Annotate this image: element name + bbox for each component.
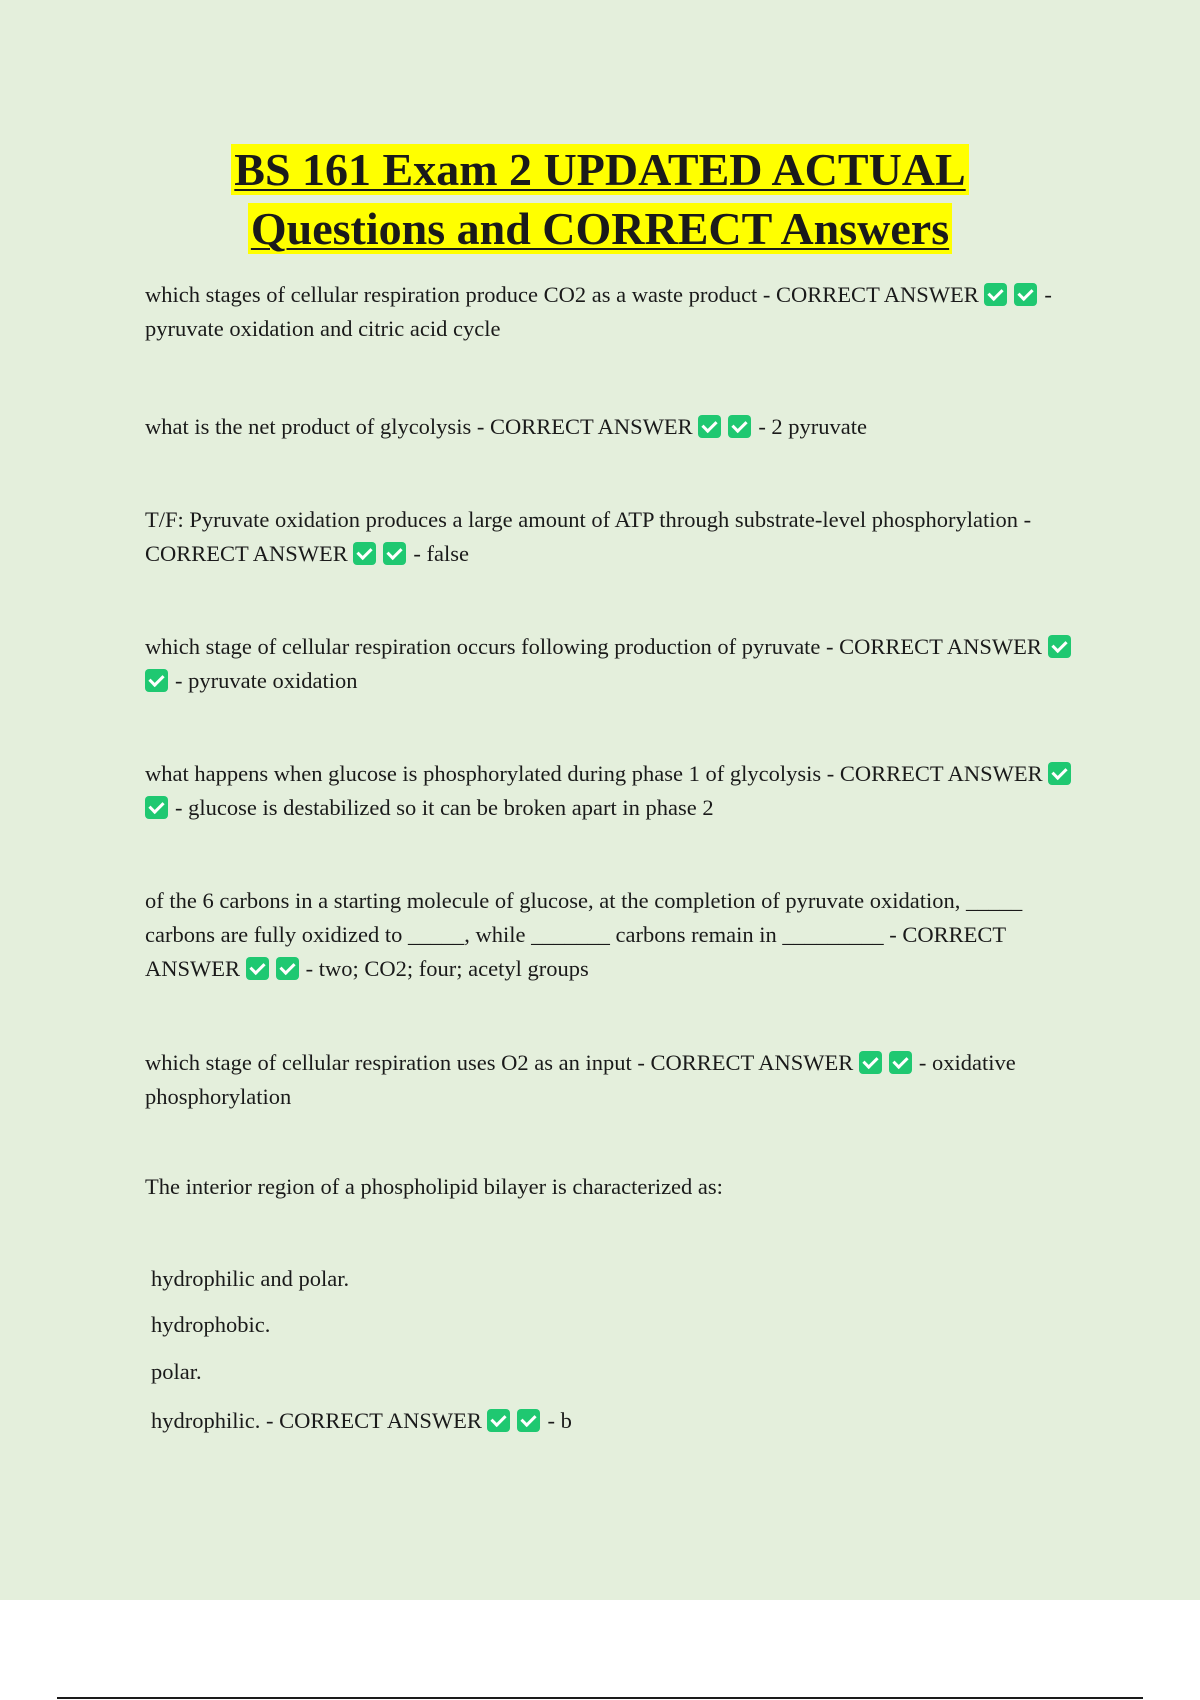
qa-item xyxy=(145,410,1095,444)
check-mark-icon xyxy=(276,957,299,980)
check-mark-icon xyxy=(984,283,1007,306)
check-mark-icon xyxy=(1014,283,1037,306)
answer-option xyxy=(151,1355,1101,1389)
check-mark-icon xyxy=(517,1409,540,1432)
qa-item xyxy=(145,757,1095,825)
answer-text: - two; CO2; four; acetyl groups xyxy=(305,956,589,981)
qa-item xyxy=(145,1046,1095,1114)
qa-item xyxy=(145,884,1095,986)
title-line-2: Questions and CORRECT Answers xyxy=(248,203,952,254)
qa-item xyxy=(145,278,1095,346)
check-mark-icon xyxy=(859,1051,882,1074)
check-mark-icon xyxy=(383,542,406,565)
page-footer-divider xyxy=(57,1697,1143,1699)
answer-option: hydrophilic and polar. xyxy=(151,1266,350,1291)
answer-option xyxy=(151,1404,1101,1438)
answer-option-text: hydrophilic. - CORRECT ANSWER xyxy=(151,1408,482,1433)
check-mark-icon xyxy=(1048,762,1071,785)
check-mark-icon xyxy=(487,1409,510,1432)
answer-text: - 2 pyruvate xyxy=(758,414,868,439)
check-mark-icon xyxy=(728,415,751,438)
answer-text: - false xyxy=(413,541,469,566)
final-answer-text: - b xyxy=(547,1408,572,1433)
check-mark-icon xyxy=(145,796,168,819)
question-text: which stage of cellular respiration occurs following production of pyruvate - CORRECT ANSWER xyxy=(145,634,1042,659)
question-text: T/F: Pyruvate oxidation produces a large amount of ATP through substrate-level phosphorylation - CORRECT ANSWER xyxy=(145,507,1032,566)
answer-text: - glucose is destabilized so it can be broken apart in phase 2 xyxy=(175,795,714,820)
check-mark-icon xyxy=(145,669,168,692)
qa-item xyxy=(145,630,1095,698)
qa-item xyxy=(145,1170,1095,1204)
document-title xyxy=(0,140,1200,258)
check-mark-icon xyxy=(698,415,721,438)
check-mark-icon xyxy=(1048,635,1071,658)
answer-text: - pyruvate oxidation xyxy=(175,668,358,693)
check-mark-icon xyxy=(246,957,269,980)
title-line-1: BS 161 Exam 2 UPDATED ACTUAL xyxy=(231,144,968,195)
question-text: what is the net product of glycolysis - CORRECT ANSWER xyxy=(145,414,693,439)
question-text: The interior region of a phospholipid bilayer is characterized as: xyxy=(145,1174,723,1199)
answer-text: - pyruvate oxidation and citric acid cycle xyxy=(145,282,1052,341)
question-text: which stage of cellular respiration uses O2 as an input - CORRECT ANSWER xyxy=(145,1050,854,1075)
question-text: which stages of cellular respiration produce CO2 as a waste product - CORRECT ANSWER xyxy=(145,282,979,307)
question-text: what happens when glucose is phosphorylated during phase 1 of glycolysis - CORRECT ANSWER xyxy=(145,761,1043,786)
qa-item xyxy=(145,503,1095,571)
question-text: of the 6 carbons in a starting molecule of glucose, at the completion of pyruvate oxidation, _____ carbons are fully oxidized to _____, while _______ carbons remain in _________ - CORRECT ANSWER xyxy=(145,888,1023,981)
check-mark-icon xyxy=(353,542,376,565)
check-mark-icon xyxy=(889,1051,912,1074)
answer-option-text: polar. xyxy=(151,1359,202,1384)
answer-option: hydrophobic. xyxy=(151,1312,271,1337)
answer-text: - oxidative phosphorylation xyxy=(145,1050,1016,1109)
